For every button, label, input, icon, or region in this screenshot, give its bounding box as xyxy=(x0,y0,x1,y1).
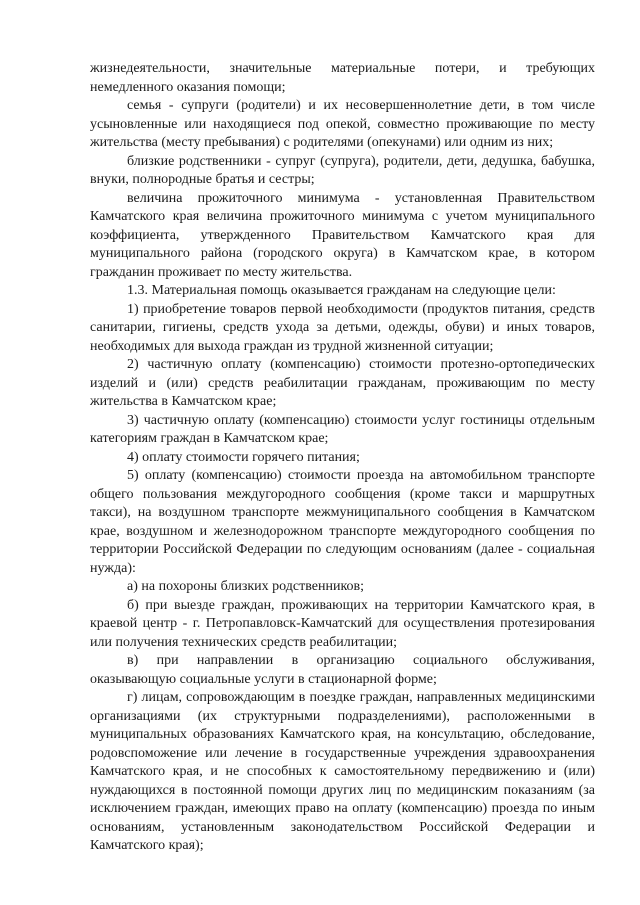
paragraph-item-4: 4) оплату стоимости горячего питания; xyxy=(127,449,360,465)
paragraph-definition-family: семья - супруги (родители) и их несовершеннолетние дети, в том числе усыновленные или находящиеся под опекой, совместно проживающие по месту жительства (месту пребывания) с родителями (опекунами) или одним из них; xyxy=(90,98,595,150)
paragraph-section-1-3: 1.3. Материальная помощь оказывается гражданам на следующие цели: xyxy=(127,283,556,298)
paragraph-item-5: 5) оплату (компенсацию) стоимости проезда на автомобильном транспорте общего пользования междугородного сообщения (кроме такси и маршрутных такси), на воздушном транспорте межмуниципального сообщения в Камчатском крае, воздушном и железнодорожном транспорте междугородного сообщения по территории Российской Федерации по следующим основаниям (далее - социальная нужда): xyxy=(90,468,595,576)
paragraph-subitem-a: а) на похороны близких родственников; xyxy=(127,579,365,594)
document-page xyxy=(90,60,595,856)
paragraph-subitem-b: б) при выезде граждан, проживающих на территории Камчатского края, в краевой центр - г. Петропавловск-Камчатский для осуществления протезирования или получения технических средств реабилитации; xyxy=(90,597,595,650)
paragraph-subitem-v: в) при направлении в организацию социального обслуживания, оказывающую социальные услуги в стационарной форме; xyxy=(90,653,595,687)
paragraph-item-2: 2) частичную оплату (компенсацию) стоимости протезно-ортопедических изделий и (или) средств реабилитации гражданам, проживающим по месту жительства в Камчатском крае; xyxy=(90,357,595,409)
paragraph-definition-relatives: близкие родственники - супруг (супруга), родители, дети, дедушка, бабушка, внуки, полнородные братья и сестры; xyxy=(90,153,595,187)
paragraph-definition-subsistence-minimum: величина прожиточного минимума - установленная Правительством Камчатского края величина прожиточного минимума с учетом муниципального коэффициента, утвержденного Правительством Камчатского края для муниципального района (городского округа) в Камчатском крае, в котором гражданин проживает по месту жительства. xyxy=(90,190,595,280)
paragraph-item-1: 1) приобретение товаров первой необходимости (продуктов питания, средств санитарии, гигиены, средств ухода за детьми, одежды, обуви) и иных товаров, необходимых для выхода граждан из трудной жизненной ситуации; xyxy=(90,301,595,354)
paragraph-item-3: 3) частичную оплату (компенсацию) стоимости услуг гостиницы отдельным категориям граждан в Камчатском крае; xyxy=(90,412,595,446)
paragraph-subitem-g: г) лицам, сопровождающим в поездке граждан, направленных медицинскими организациями (их структурными подразделениями), расположенными в муниципальных образованиях Камчатского края, на консультацию, обследование, родовспоможение или лечение в государственные учреждения здравоохранения Камчатского края, и не способных к самостоятельному передвижению и (или) нуждающихся в постоянной помощи других лиц по медицинским показаниям (за исключением граждан, имеющих право на оплату (компенсацию) проезда по иным основаниям, установленным законодательством Российской Федерации и Камчатского края); xyxy=(90,690,595,853)
paragraph-continuation: жизнедеятельности, значительные материальные потери, и требующих немедленного оказания помощи; xyxy=(90,61,595,95)
